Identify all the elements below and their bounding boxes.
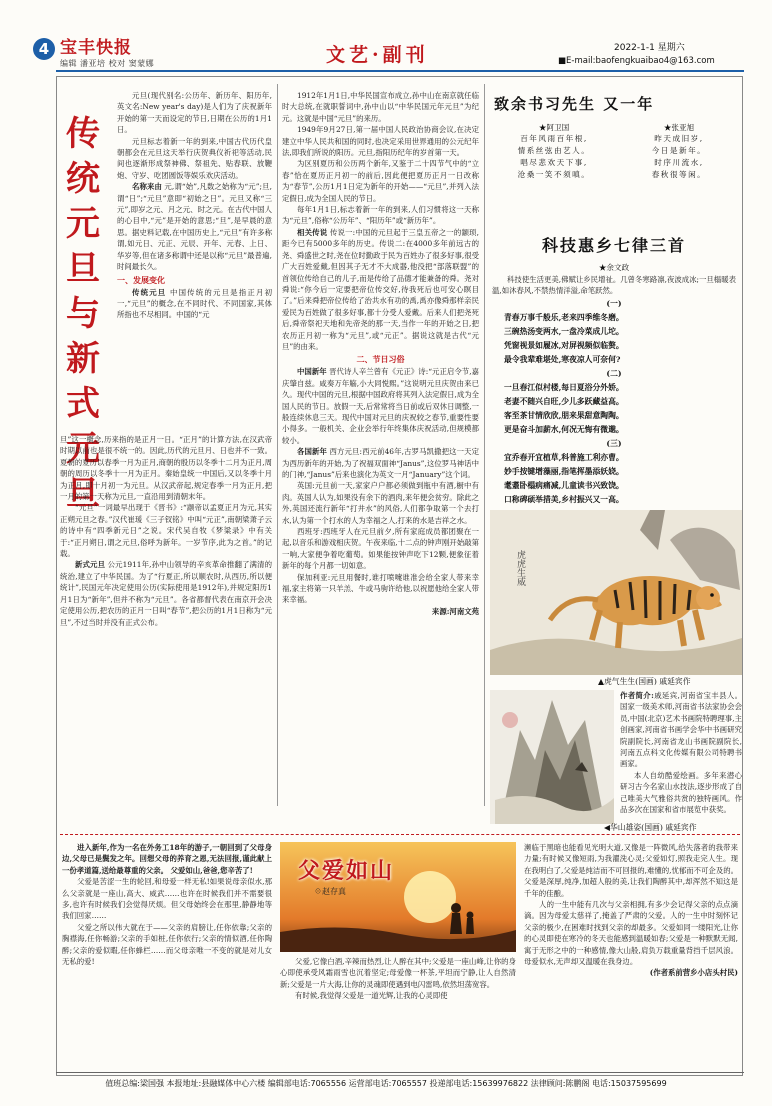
section-separator <box>60 834 740 835</box>
article2-paragraph-3: 父爱,它像白酒,辛辣而热烈,让人醉在其中;父爱是一座山峰,让你的身心即使承受风霜雨雪也沉着坚定;母爱像一杯茶,平坦而宁静,让人自然清新;父爱是一片大海,让你的灵魂即使遇到电闪雷鸣,依然坦荡宽容。 <box>280 957 516 989</box>
col2-paragraph-4: 每年1月1日,标志着新一年的到来,人们习惯将这一天称为“元旦”,俗称“公历年”、“阳历年”或“新历年”。 <box>282 205 479 226</box>
article2-col2 <box>280 956 516 1002</box>
verse-line: 客至茶甘情欣欣,朋来果甜意陶陶。 <box>504 410 624 420</box>
col2-paragraph-1: 1912年1月1日,中华民国宣布成立,孙中山在南京就任临时大总统,在就职誓词中,孙中山以“中华民国元年元旦”为纪元。这就是中国“元旦”的来历。 <box>282 91 479 123</box>
article2-paragraph-2: 父爱之所以伟大就在于——父亲的肩膀让,任你依靠;父亲的胸襟海,任你畅游;父亲的手如桩,任你依行;父亲的情似酒,任你陶醉;父亲的爱似暇,任你蜂栏……而父母亲唯一不变的就是对儿女无私的爱! <box>62 922 272 967</box>
article2-paragraph-5: 濒临于黑暗也能看见光明大道,又像是一阵微风,给失落者的我带来力量;有时候又像短雨,为我濯洗心灵;父爱如灯,照我走完人生。现在我明白了,父爱是纯洁而不可回报的,难懂的,忧郁而不可企及的。父爱是深厚,纯净,加超人般的美,让我们陶醉其中,却浑然不知这是千年的佳酿。 <box>524 843 738 898</box>
poem-line: 沧桑一笑不须嗔。 <box>517 170 591 179</box>
tiger-caption: ▲虎气生生(国画) 戚延宾作 <box>598 677 691 686</box>
poem-line: 情系丝弦由艺人。 <box>517 146 591 155</box>
article2-col1 <box>62 842 272 967</box>
article-col2 <box>282 90 479 617</box>
author-intro-paragraph-2: 本人自幼酷爱绘画。多年来潜心研习古今名家山水技法,逐步形成了自己唯美大气雅俗共赏的独特画风。作品多次在国家和省市展览中获奖。 <box>620 770 742 815</box>
poem-right-author: ★张亚旭 <box>663 123 695 132</box>
verse-line: 耄耋卧榻病痛减,儿童读书兴致饶。 <box>504 480 624 490</box>
subheading-customs: 二、节日习俗 <box>356 354 405 365</box>
verse-line: 最令我辈难堪处,寒夜凉人可奈何? <box>504 354 621 364</box>
footer-info: 值班总编:梁国强 本报地址:县融媒体中心六楼 编辑部电话:7065556 运营部电话:7065557 投递部电话:15639976822 法律顾问:陈鹏阁 电话:15037595699 <box>105 1079 667 1088</box>
poem-line: 时序川流水, <box>654 158 704 167</box>
verse-line: 三碗热汤变两水,一盘冷菜成儿坨。 <box>504 326 624 336</box>
traditional-paragraph: 传统元旦 中国传统的元旦是指正月初一,“元旦”的概念,在不同时代、不同国家,其体所指也不尽相同。中国的“元 <box>117 287 272 320</box>
poem-right <box>624 122 734 181</box>
header-rule <box>56 70 744 72</box>
article-col1-lower <box>60 434 272 628</box>
col2-paragraph-2: 1949年9月27日,第一届中国人民政治协商会议,在决定建立中华人民共和国的同时,也决定采用世界通用的公元纪年法,即我们所说的阳历。元旦,指阳历纪年的岁首第一天。 <box>282 125 479 158</box>
mountain-caption: ◀华山雄姿(国画) 戚延宾作 <box>604 823 697 832</box>
poem-title-2: 科技惠乡七律三首 <box>541 236 686 255</box>
intro-paragraph: 元旦(现代别名:公历年、新历年、阳历年,英文名:New year's day)是人们为了庆祝新年开始的第一天而设定的节日,日期在公历的1月1日。 <box>117 91 272 135</box>
column-divider-2 <box>484 84 485 806</box>
issue-date: 2022-1-1 星期六 <box>614 43 685 53</box>
china-newyear-paragraph: 中国新年 晋代诗人辛兰曾有《元正》诗:“元正启令节,嘉庆肇自兹。咸奏万年觞,小大同悦熙。”这说明元旦庆贺由来已久。现代中国的元旦,根据中国政府将其列入法定假日,成为全国人民的节日。放假一天,后常常将当日前或后双休日调整,一般连续休息三天。现代中国对元旦的庆祝较之春节,重要性要小得多。一般机关、企业会举行年终集体庆祝活动,但规模都较小。 <box>282 367 479 445</box>
origin-paragraph: 名称来由 元,谓“始”,凡数之始称为“元”;旦,谓“日”;“元旦”意即“初始之日”。元旦又称“三元”,即岁之元、月之元、时之元。在古代中国人的心目中,“元”是开始的意思;“旦”,是早晨的意思。据史料记载,在中国历史上,“元旦”有许多称谓,如元日、元正、元辰、开年、元春、上日、华岁等,但在诸多称谓中还是以称“元旦”最普遍,时间最长久。 <box>117 182 272 272</box>
poem-line: 昨天成旧岁, <box>654 134 704 143</box>
poem-line: 唱尽悲欢天下事, <box>520 158 588 167</box>
article2-source: (作者系前营乡小店头村民) <box>649 968 738 978</box>
poem-line: 百年风雨百年根, <box>520 134 588 143</box>
mountain-painting <box>490 690 614 824</box>
author-intro-paragraph: 作者简介:戚延宾,河南省宝丰县人。国家一级美术师,河南省书法家协会会员,中国(北京)艺术书画院特聘理事,主创画家,河南省书画学会华中书画研究院副院长,河南省龙山书画院副院长,河南五点科文化传媒有限公司特聘书画家。 <box>620 691 742 769</box>
editors-line: 编辑 潘亚培 校对 窦蒙娜 <box>60 59 155 68</box>
history-paragraph: 元旦标志着新一年的到来,中国古代历代皇朝都会在元旦这天举行庆贺典仪祈祀等活动,民间也逐渐形成祭神佛、祭祖先、贴春联、放鞭炮、守岁、吃团圆饭等娱乐欢庆活动。 <box>117 136 272 180</box>
email-line: ■E-mail:baofengkuaibao4@163.com <box>558 56 715 66</box>
col2-paragraph-3: 为区别夏历和公历两个新年,又鉴于二十四节气中的“立春”恰在夏历正月初一的前后,因此便把夏历正月一日改称为“春节”,公历1月1日定为新年的开始——“元旦”,并列入法定假日,成为全国人民的节日。 <box>282 159 479 203</box>
verse-line: 更是奋斗加薪水,何况无悔有微邈。 <box>504 424 624 434</box>
svg-text:虎虎生威: 虎虎生威 <box>515 550 525 586</box>
poem-left <box>492 122 616 181</box>
mountain-painting-art <box>490 690 614 824</box>
footer-rule <box>56 1072 744 1073</box>
article2-intro: 进入新年,作为一名在外务工18年的游子,一朝回到了父母身边,父母已是鬓发之年。回想父母的养育之恩,无法回报,谨此献上一份孝道篇,送给最尊重的父亲。 父爱如山,爸爸,您辛苦了! <box>62 843 272 875</box>
father-love-title: 父爱如山 <box>298 858 395 884</box>
verse-section-number: (二) <box>606 368 622 378</box>
verse-line: 老妻不随兴自旺,少儿多跃藏益高。 <box>504 396 624 406</box>
tiger-painting <box>490 510 742 675</box>
column-divider <box>277 84 278 806</box>
father-love-author: ☉赵存真 <box>314 887 346 896</box>
uk-paragraph: 英国:元旦前一天,家家户户都必须做到瓶中有酒,橱中有肉。英国人认为,如果没有余下的酒肉,来年便会贫穷。除此之外,英国还流行新年“打井水”的风俗,人们都争取第一个去打水,认为第一个打水的人为幸福之人,打来的水是吉祥之水。 <box>282 481 479 525</box>
new-yuandan-paragraph: 新式元旦 公元1911年,孙中山领导的辛亥革命推翻了满清的统治,建立了中华民国。为了“行夏正,所以顺农时,从西历,所以便统计”,民国元年决定使用公历(实际使用是1912年),并规定阳历1月1日为“新年”,但并不称为“元旦”。各省都督代表在南京开会决定使用公历,把农历的正月一日叫“春节”,把公历的1月1日称为“元旦”,不过当时并没有正式公布。 <box>60 560 272 627</box>
article-title: 传 统 元 旦 与 新 式 元 旦 <box>66 114 100 514</box>
poem-preface: 科技使生活更美,佛赋让乡民增祉。几曾冬寒路凛,夜波成冰;一旦榻暖表温,如沐春风,不禁热情洋溢,命笔跃然。 <box>492 275 736 296</box>
newspaper-logo: 宝丰快报 <box>60 38 132 58</box>
verse-line: 青春万事千般乐,老来四季维冬磨。 <box>504 312 624 322</box>
article2-paragraph-1: 父爱是苦涩一生的轮回,和母爱一样无私!如果说母亲似水,那么父亲就是一座山,高大、威武……也许在时候我们并不需要很多,也许有时候我们会觉得厌烦。但父母始终会在那里,静静地等我们回家…… <box>62 877 272 921</box>
poem-2-author: ★余文政 <box>598 263 630 272</box>
verse-line: 宜乔春开宜植草,科普施工利亦曹。 <box>504 452 624 462</box>
article-source: 来源:河南文苑 <box>431 606 479 616</box>
author-intro <box>620 690 742 815</box>
etymology-paragraph: “元旦”一词最早出现于《晋书》:“颛帝以孟夏正月为元,其实正朔元旦之春。”汉代崔瑗《三子钗铭》中叫“元正”,南朝梁萧子云的诗中有“四季新元日”之说。宋代吴自牧《梦粱录》中有关于:“正月朔日,谓之元旦,俗呼为新年。一岁节序,此为之首。”的记载。 <box>60 503 272 559</box>
traditional-paragraph-cont: 旦”这一概念,历来指的是正月一日。“正月”的计算方法,在汉武帝时期以前也是很不统一的。因此,历代的元旦月、日也并不一致。夏朝的夏历以春季一月为正月,商朝的殷历以冬季十二月为正月,周朝的周历以冬季十一月为正月。秦始皇统一中国后,又以冬季十月为正月,即十月初一为元旦。从汉武帝起,规定春季一月为正月,把一月的第一天称为元旦,一直沿用到清朝末年。 <box>60 435 272 502</box>
section-title: 文艺·副刊 <box>326 44 429 66</box>
poem-2-body <box>492 274 736 507</box>
verse-line: 妙手按键增藻丽,指笔挥墨添妖娆。 <box>504 466 624 476</box>
article2-col3 <box>524 842 738 979</box>
world-newyear-paragraph: 各国新年 西方元旦:西元前46年,古罗马凯撒把这一天定为西历新年的开始,为了祝福双面神“Janus”,这位罗马神话中的门神,“Janus”后来也演化为英文一月“January”这个词。 <box>282 447 479 479</box>
verse-line: 凭窗视景如履冰,对屏视频似临赘。 <box>504 340 624 350</box>
verse-section-number: (三) <box>606 438 622 448</box>
subheading-development: 一、发展变化 <box>117 274 165 285</box>
spain-paragraph: 西班牙:西班牙人在元旦前夕,所有家庭成员都团聚在一起,以音乐和游戏相庆贺。午夜来临,十二点的钟声刚开始敲第一响,大家便争着吃葡萄。如果能按钟声吃下12颗,便象征着新年的每个月都一切如意。 <box>282 527 479 571</box>
article2-paragraph-6: 人的一生中能有几次与父亲相拥,有多少会记得父亲的点点滴滴。因为母爱太慈祥了,掩盖了严肃的父爱。人的一生中时刻怀记父亲的极少,在困难时找到父亲的却最多。父爱如同一缕阳光,让你的心灵即使在寒冷的冬天也能感到温暖如春;父爱是一种默默无闻,寓于无形之中的一种感情,像大山般,肩负万载重量背挡千层风浪。母爱似水,无声却又温暖在我身边。 <box>524 900 738 967</box>
legend-paragraph: 相关传说 传说一:中国的元旦起于三皇五帝之一的颛顼,距今已有5000多年的历史。传说二:在4000多年前远古的尧、舜盛世之时,尧在位时勤政于民为百姓办了很多好事,很受广大百姓爱戴,但因其子无才不大成器,他没把“部落联盟”的首领位传给自己的儿子,而是传给了品德才能兼备的舜。尧对舜说:“你今后一定要把帝位传交好,待我死后也可安心瞑目了。”后来舜把帝位传给了治共水有功的禹,禹亦像舜那样亲民爱民为百姓做了很多好事,都十分受人爱戴。后来人们把尧死后,舜帝祭祀天地和先帝尧的那一天,当作一年的开始之日,把农历正月初一称为“元旦”,或“元正”。据说这就是古代“元旦”的由来。 <box>282 227 479 351</box>
verse-line: 口称碑硕举措美,乡村振兴又一高。 <box>504 494 624 504</box>
verse-section-number: (一) <box>606 298 622 308</box>
article-col1-upper <box>117 90 272 321</box>
bulgaria-paragraph: 保加利亚:元旦用餐时,谁打喷嚏谁准会给全家人带来幸福,家主将第一只羊羔、牛或马驹许给他,以祝愿他给全家人带来幸福。 <box>282 572 479 605</box>
page-number: 4 <box>33 38 55 60</box>
article2-paragraph-4: 有时候,我觉得父爱是一道光辉,让我的心灵即使 <box>295 991 448 1001</box>
poem-title-1: 致余书习先生 又一年 <box>494 95 655 113</box>
tiger-painting-art <box>490 510 742 675</box>
father-love-banner <box>280 842 516 952</box>
poem-line: 春秋很等闲。 <box>651 170 707 179</box>
poem-line: 今日是新年。 <box>651 146 707 155</box>
poem-left-author: ★阿卫国 <box>538 123 570 132</box>
verse-line: 一旦春江似村楼,每日夏浴分外娇。 <box>504 382 624 392</box>
